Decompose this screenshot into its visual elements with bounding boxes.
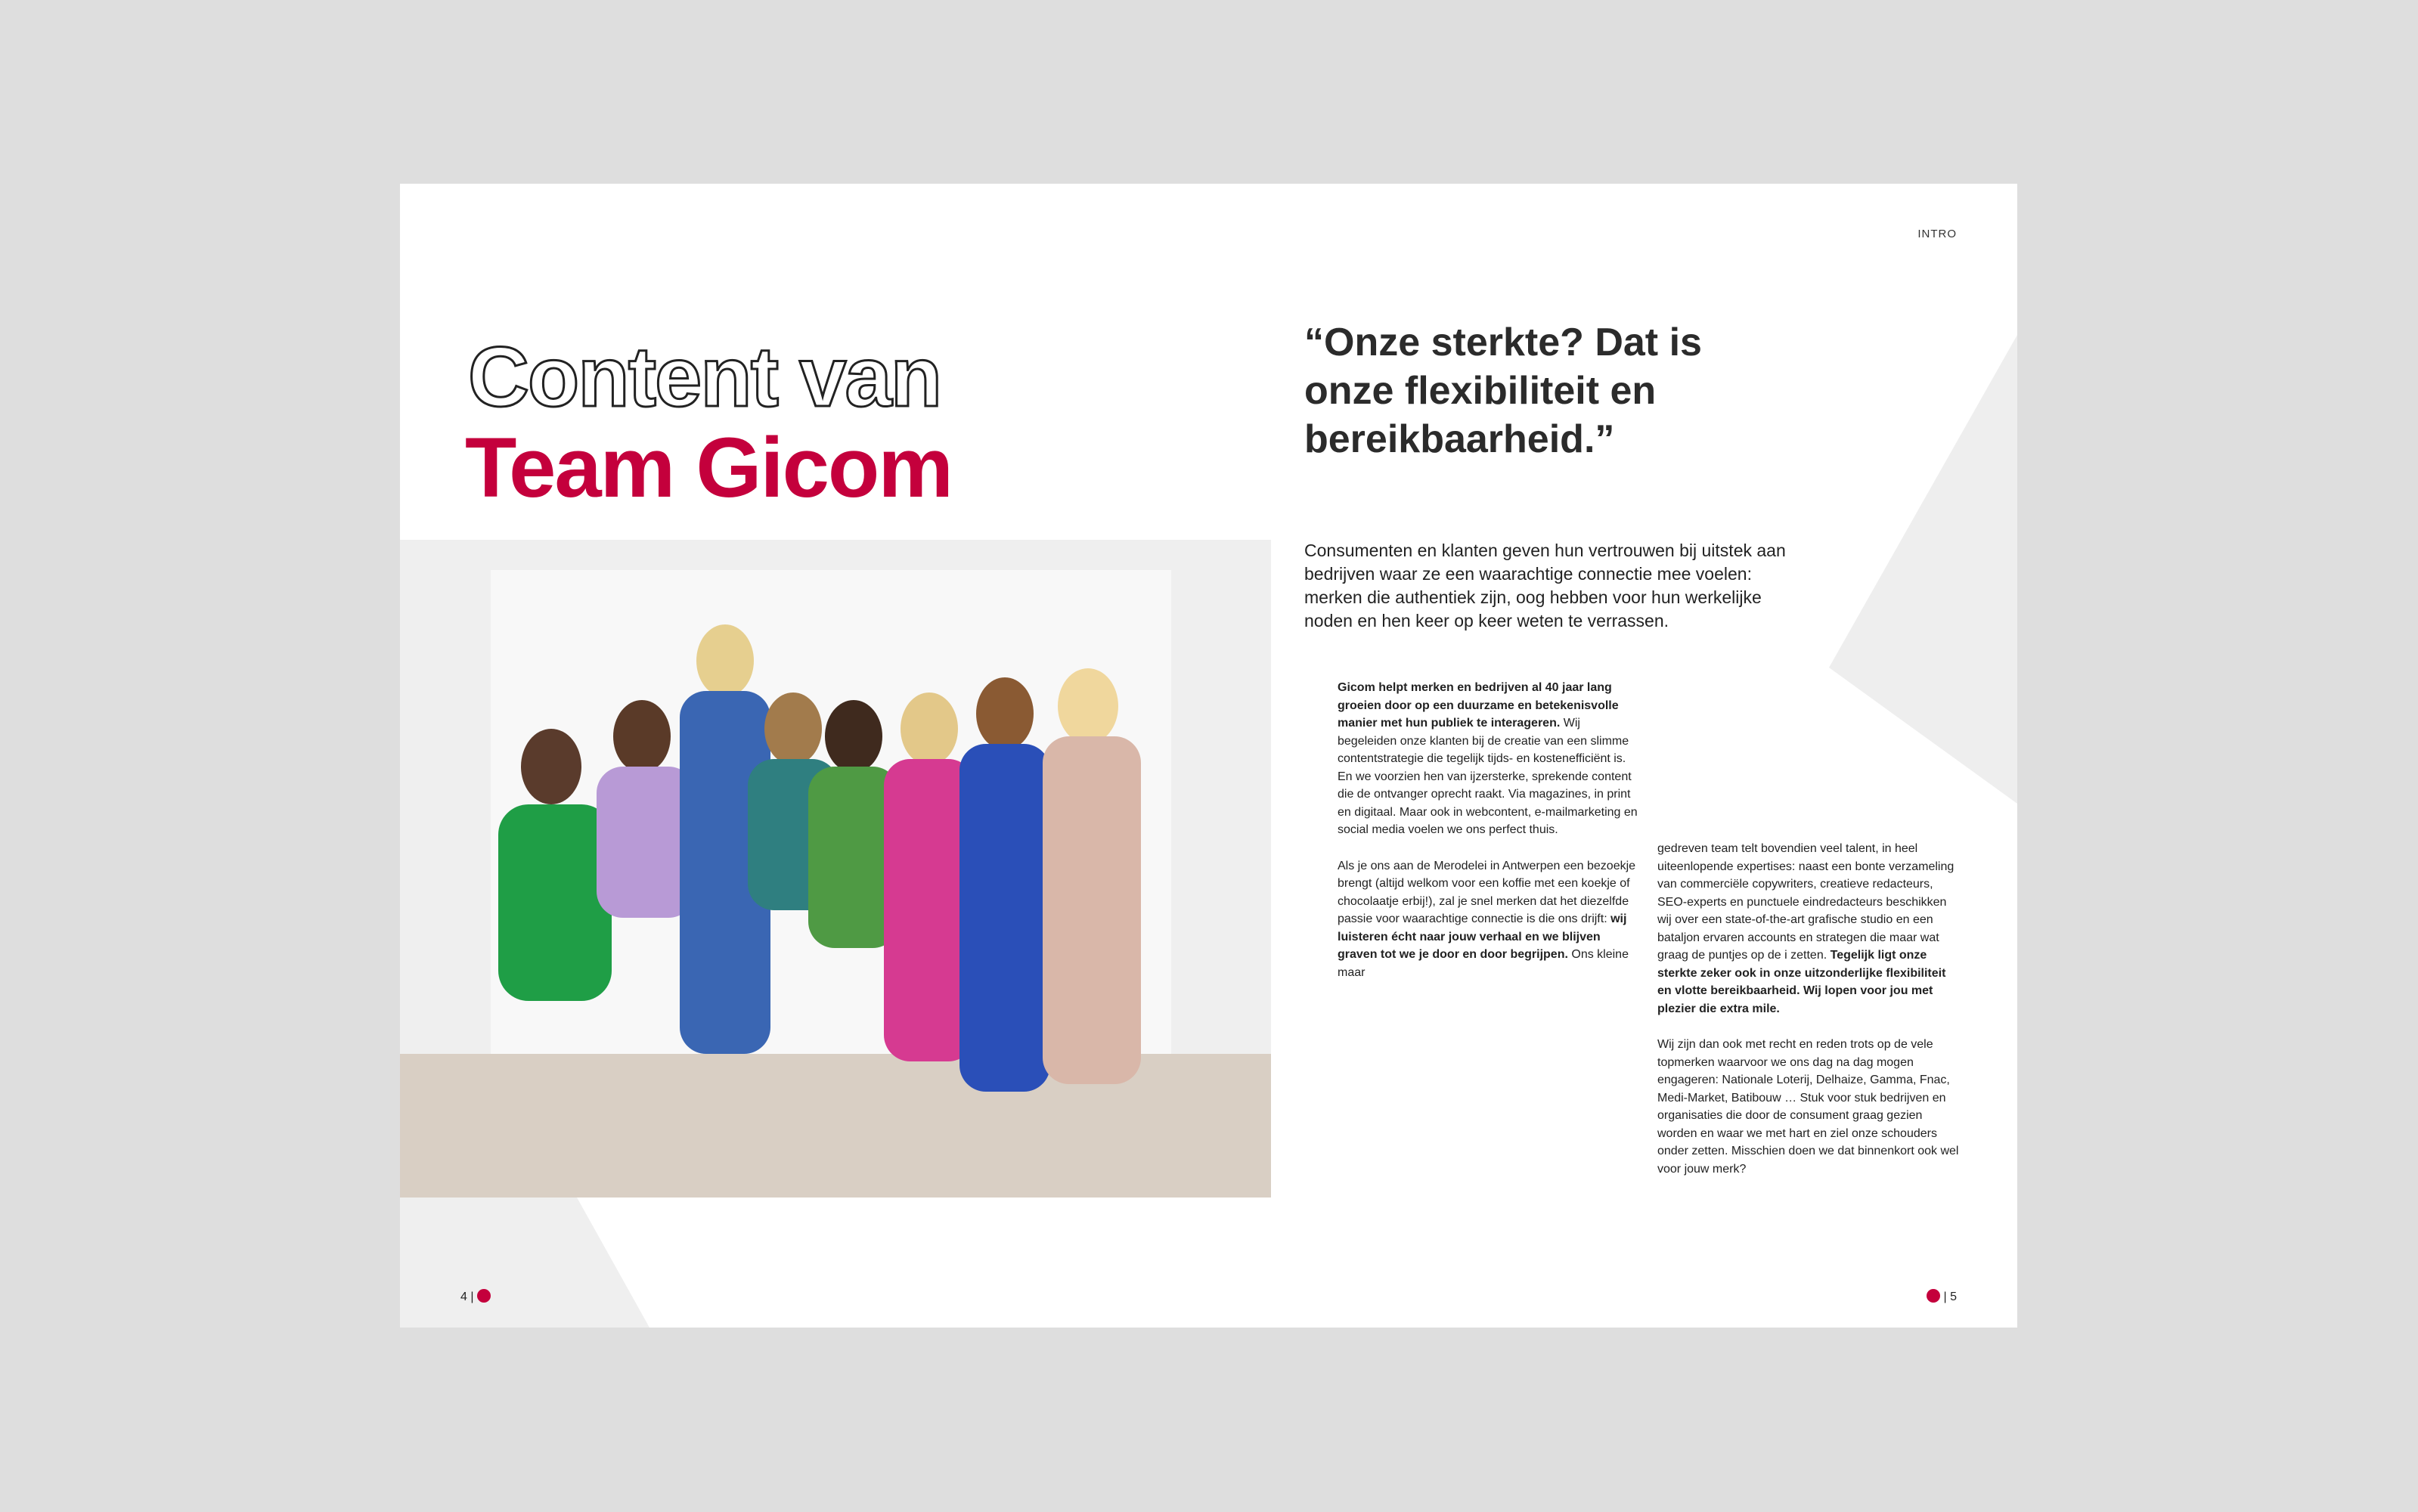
bold-text: wij luisteren écht naar jouw verhaal en we blijven graven tot we je door en door begrijpen. xyxy=(1338,912,1627,961)
title-outline: Content van xyxy=(468,330,941,424)
lead-paragraph: Consumenten en klanten geven hun vertrouwen bij uitstek aan bedrijven waar ze een waarachtige connectie mee voelen: merken die authentiek zijn, oog hebben voor hun werkelijke noden en hen keer op keer weten te verrassen. xyxy=(1304,541,1786,631)
pull-quote: “Onze sterkte? Dat is onze flexibiliteit en bereikbaarheid.” xyxy=(1304,321,1702,461)
section-label: INTRO xyxy=(1917,228,1957,240)
text: gedreven team telt bovendien veel talent, in heel uiteenlopende expertises: naast een bonte verzameling van commerciële copywriters, creatieve redacteurs, SEO-experts en punctuele eindredacteurs beschikken wij over een state-of-the-art grafische studio en een bataljon ervaren accounts en strategen die maar wat graag de puntjes op de i zetten. xyxy=(1657,842,1955,962)
gicom-logo-icon xyxy=(477,1289,491,1303)
page-number-right xyxy=(1927,1289,1957,1304)
paragraph: Wij zijn dan ook met recht en reden trots op de vele topmerken waarvoor we ons dag na dag mogen engageren: Nationale Loterij, Delhaize, Gamma, Fnac, Medi-Market, Batibouw … Stuk voor stuk bedrijven en organisaties die door de consument graag gezien worden en waar we met hart en ziel onze schouders onder zetten. Misschien doen we dat binnenkort ook wel voor jouw merk? xyxy=(1657,1038,1959,1176)
text: Als je ons aan de Merodelei in Antwerpen een bezoekje brengt (altijd welkom voor een koffie met een koekje of chocolaatje erbij!), zal je snel merken dat het diezelfde passie voor waarachtige connectie is die ons drijft: xyxy=(1338,859,1636,925)
body-column-1 xyxy=(1338,679,1640,999)
team-photo-illustration xyxy=(400,540,1271,1198)
gicom-logo-icon xyxy=(1927,1289,1940,1303)
page-number: | 5 xyxy=(1943,1290,1957,1303)
page-number: 4 | xyxy=(460,1290,474,1303)
bold-text: Tegelijk ligt onze sterkte zeker ook in onze uitzonderlijke flexibiliteit en vlotte bereikbaarheid. Wij lopen voor jou met plezier die extra mile. xyxy=(1657,949,1946,1015)
title-red: Team Gicom xyxy=(465,420,952,515)
magazine-spread xyxy=(400,184,2017,1328)
team-photo xyxy=(400,540,1271,1198)
text: Ons kleine maar xyxy=(1338,948,1629,979)
paragraph xyxy=(1338,679,1640,839)
body-column-2 xyxy=(1657,840,1960,1196)
paragraph xyxy=(1657,840,1960,1018)
page-number-left xyxy=(460,1289,491,1304)
paragraph xyxy=(1338,857,1640,982)
bold-text: Gicom helpt merken en bedrijven al 40 jaar lang groeien door op een duurzame en betekenisvolle manier met hun publiek te interageren. xyxy=(1338,681,1619,730)
text: Wij begeleiden onze klanten bij de creatie van een slimme contentstrategie die tegelijk tijds- en kostenefficiënt is. En we voorzien hen van ijzersterke, sprekende content die de ontvanger oprecht raakt. Via magazines, in print en digitaal. Maar ook in webcontent, e-mailmarketing en social media voelen we ons perfect thuis. xyxy=(1338,717,1638,836)
